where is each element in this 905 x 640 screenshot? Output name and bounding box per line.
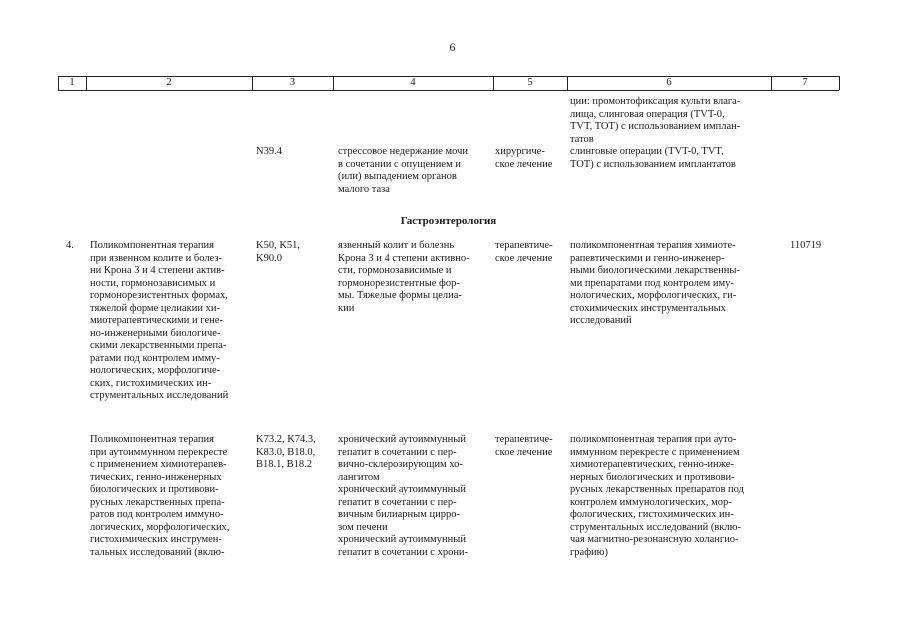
text-line: ми препаратами под контролем иму- [570, 277, 734, 289]
text-line: вично-склерозирующим хо- [338, 459, 463, 470]
text-line: ратами под контролем имму- [90, 352, 220, 364]
row-5-method [570, 434, 770, 559]
text-line: нологических, морфологиче- [90, 365, 221, 376]
text-line: Поликомпонентная терапия [90, 434, 214, 445]
text-line: хронический аутоиммунный [338, 534, 466, 545]
text-line: ское лечение [495, 446, 553, 458]
row-4-name [90, 240, 248, 403]
text-line: вичным билиарным цирро- [338, 509, 460, 520]
column-number-2: 2 [166, 77, 172, 88]
text-line: миотерапевтическими и гене- [90, 315, 223, 326]
text-line: хронический аутоиммунный [338, 484, 466, 495]
text-line: Крона 3 и 4 степени активно- [338, 252, 470, 264]
text-line: ни Крона 3 и 4 степени актив- [90, 265, 225, 276]
text-line: терапевтиче- [495, 240, 553, 251]
row-4-standard: 110719 [790, 240, 822, 251]
text-line: струментальных исследований (вклю- [570, 521, 741, 533]
text-line: поликомпонентная терапия при ауто- [570, 434, 737, 445]
row-4-codes [256, 240, 331, 265]
table-header-bottom-rule [58, 90, 839, 91]
text-line: иммунном перекресте с применением [570, 446, 740, 458]
text-line: (или) выпадением органов [338, 171, 457, 182]
row-4-treatment-type [495, 240, 567, 265]
text-line: логических, морфологических, [90, 521, 230, 533]
text-line: химиотерапевтических, генно-инже- [570, 459, 734, 470]
text-line: ских, гистохимических ин- [90, 377, 212, 389]
text-line: русных лекарственных препаратов под [570, 484, 744, 495]
column-divider [839, 76, 840, 90]
text-line: татов [570, 133, 594, 145]
text-line: стохимических инструментальных [570, 302, 726, 314]
text-line: язвенный колит и болезнь [338, 240, 455, 251]
text-line: Поликомпонентная терапия [90, 240, 214, 251]
text-line: малого таза [338, 183, 390, 195]
text-line: гепатит в сочетании с пер- [338, 446, 457, 458]
text-line: лангитом [338, 471, 380, 483]
text-line: тальных исследований (вклю- [90, 546, 225, 558]
row-n394-code: N39.4 [256, 146, 282, 157]
row-n394-method [570, 146, 770, 171]
text-line: B18.1, B18.2 [256, 459, 313, 470]
text-line: тических, генно-инженерных [90, 471, 222, 483]
column-number-3: 3 [289, 77, 296, 88]
text-line: ными биологическими лекарственны- [570, 265, 740, 276]
row-5-name [90, 434, 248, 559]
column-number-7: 7 [802, 77, 808, 88]
text-line: с применением химиотерапев- [90, 459, 227, 470]
text-line: TVT, TOT) с использованием имплан- [570, 121, 741, 132]
text-line: лища, слинговая операция (TVT-0, [570, 108, 725, 120]
text-line: но-инженерными биологиче- [90, 327, 221, 339]
text-line: скими лекарственными препа- [90, 340, 227, 351]
row-4-diagnosis [338, 240, 491, 315]
text-line: гепатит в сочетании с пер- [338, 496, 457, 508]
row-4-number: 4. [66, 240, 74, 251]
text-line: фологических, гистохимических ин- [570, 509, 734, 520]
text-line: при аутоиммунном перекресте [90, 446, 228, 458]
text-line: биологических и противови- [90, 484, 219, 495]
text-line: ратов под контролем иммуно- [90, 509, 224, 520]
text-line: при язвенном колите и болез- [90, 252, 222, 264]
text-line: стрессовое недержание мочи [338, 146, 469, 157]
text-line: нерных биологических и противови- [570, 471, 735, 483]
text-line: ское лечение [495, 252, 553, 264]
text-line: слинговые операции (TVT-0, TVT, [570, 146, 724, 157]
column-number-1: 1 [69, 77, 75, 88]
row-4-method [570, 240, 770, 328]
row-n394-diagnosis [338, 146, 491, 196]
text-line: зом печени [338, 521, 388, 533]
text-line: K50, K51, [256, 240, 301, 251]
section-heading-gastroenterology: Гастроэнтерология [400, 215, 497, 227]
text-line: чая магнитно-резонансную холангио- [570, 534, 739, 545]
text-line: гормонорезистентные фор- [338, 277, 460, 289]
row-5-codes [256, 434, 331, 472]
text-line: ности, гормонозависимых и [90, 277, 216, 289]
text-line: графию) [570, 546, 608, 558]
text-line: сти, гормонозависимые и [338, 265, 452, 276]
text-line: в сочетании с опущением и [338, 158, 461, 170]
text-line: нологических, морфологических, ги- [570, 290, 737, 301]
page-number: 6 [449, 40, 456, 54]
text-line: контролем иммунологических, мор- [570, 496, 732, 508]
column-number-4: 4 [410, 77, 416, 88]
text-line: тяжелой форме целиакии хи- [90, 302, 220, 314]
text-line: ское лечение [495, 158, 553, 170]
text-line: терапевтиче- [495, 434, 553, 445]
text-line: поликомпонентная терапия химиоте- [570, 240, 736, 251]
text-line: TOT) с использованием имплантатов [570, 158, 736, 170]
text-line: исследований [570, 315, 632, 326]
row-5-diagnosis [338, 434, 491, 559]
text-line: K83.0, B18.0, [256, 446, 316, 458]
text-line: хирургиче- [495, 146, 545, 157]
row-n394-treatment-type [495, 146, 567, 171]
column-number-6: 6 [666, 77, 672, 88]
text-line: K90.0 [256, 252, 282, 264]
text-line: хронический аутоиммунный [338, 434, 466, 445]
text-line: ции: промонтофиксация культи влага- [570, 96, 741, 107]
continued-method-cell [570, 96, 770, 146]
text-line: русных лекарственных препа- [90, 496, 225, 508]
text-line: гепатит в сочетании с хрони- [338, 546, 469, 558]
text-line: кии [338, 302, 355, 314]
text-line: K73.2, K74.3, [256, 434, 316, 445]
text-line: гормонорезистентных формах, [90, 290, 228, 301]
row-5-treatment-type [495, 434, 567, 459]
text-line: струментальных исследований [90, 390, 229, 401]
text-line: гистохимических инструмен- [90, 534, 222, 545]
column-number-5: 5 [527, 77, 533, 88]
text-line: рапевтическими и генно-инженер- [570, 252, 725, 264]
text-line: мы. Тяжелые формы целиа- [338, 290, 462, 301]
